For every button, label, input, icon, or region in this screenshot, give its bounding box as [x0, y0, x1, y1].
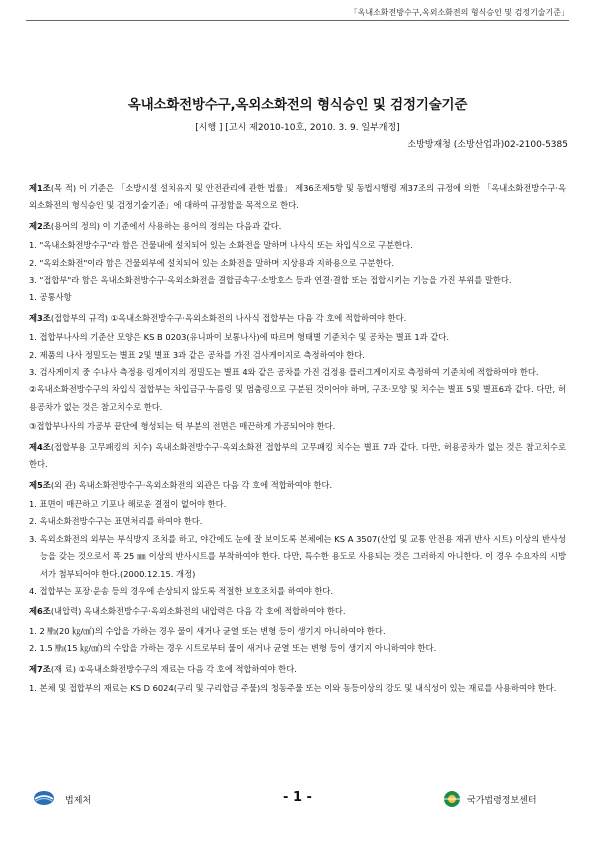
page-footer	[0, 788, 595, 818]
article-head: 제3조	[29, 312, 51, 323]
article-3	[29, 310, 566, 327]
law-center-logo-icon	[443, 790, 461, 808]
article-text: (목 적) 이 기준은 「소방시설 설치유지 및 안전관리에 관한 법률」 제36조제5항 및 동법시행령 제37조의 규정에 의한 「옥내소화전방수구·옥외소화전의 형식승인 및 검정기술기준」에 대하여 규정함을 목적으로 한다.	[29, 183, 566, 211]
article-head: 제2조	[29, 220, 51, 231]
paragraph-clause: ③접합부나사의 가공부 끝단에 형성되는 턱 부분의 전면은 매끈하게 가공되어야 한다.	[29, 421, 336, 432]
paragraph-clause: ②옥내소화전방수구의 차입식 접합부는 차입금구·누름링 및 멈춤링으로 구분된 것이어야 하며, 구조·모양 및 치수는 별표 5및 별표6과 같다. 다만, 허용공차가 없는 것은 참고치수로 한다.	[29, 384, 566, 412]
header-divider	[26, 20, 569, 21]
article-head: 제1조	[29, 183, 51, 193]
list-item: 1. "옥내소화전방수구"라 함은 건물내에 설치되어 있는 소화전을 말하며 나사식 또는 차입식으로 구분한다.	[29, 240, 413, 251]
article-2	[29, 218, 566, 235]
list-item: 2. 옥내소화전방수구는 표면처리를 하여야 한다.	[29, 516, 203, 527]
article-4	[29, 439, 566, 474]
article-head: 제7조	[29, 663, 51, 674]
document-title: 옥내소화전방수구,옥외소화전의 형식승인 및 검정기술기준	[127, 97, 468, 113]
list-item: 1. 표면이 매끈하고 기포나 해로운 결점이 없어야 한다.	[29, 498, 227, 509]
list-item: 1. 접합부나사의 기준산 모양은 KS B 0203(유니파이 보통나사)에 따르며 형태별 기준치수 및 공차는 별표 1과 같다.	[29, 332, 449, 343]
revision-info: [시행 ] [고시 제2010-10호, 2010. 3. 9. 일부개정]	[195, 123, 400, 133]
article-text: (내압력) 옥내소화전방수구·옥외소화전의 내압력은 다음 각 호에 적합하여야 한다.	[50, 606, 346, 617]
list-item: 1. 본체 및 접합부의 재료는 KS D 6024(구리 및 구리합금 주물)의 청동주물 또는 이와 동등이상의 강도 및 내식성이 있는 재료를 사용하여야 한다.	[29, 682, 557, 693]
article-text: (접합부의 규격) ①옥내소화전방수구·옥외소화전의 나사식 접합부는 다음 각 호에 적합하여야 한다.	[50, 312, 407, 323]
article-7	[29, 661, 566, 678]
article-1	[29, 180, 566, 215]
article-text: (용어의 정의) 이 기준에서 사용하는 용어의 정의는 다음과 같다.	[50, 220, 282, 231]
article-text: (접합부용 고무패킹의 치수) 옥내소화전방수구·옥외소화전 접합부의 고무패킹 치수는 별표 7과 같다. 다만, 허용공차가 없는 것은 참고치수로 한다.	[29, 441, 566, 470]
article-head: 제5조	[29, 479, 51, 490]
article-text: (재 료) ①옥내소화전방수구의 재료는 다음 각 호에 적합하여야 한다.	[50, 663, 297, 674]
page-number: - 1 -	[283, 790, 312, 805]
article-text: (외 관) 옥내소화전방수구·옥외소화전의 외관은 다음 각 호에 적합하여야 한다.	[50, 479, 333, 490]
running-header: 「옥내소화전방수구,옥외소화전의 형식승인 및 검정기술기준」	[349, 8, 569, 17]
list-item: 2. "옥외소화전"이라 함은 건물외부에 설치되어 있는 소화전을 말하며 지상용과 지하용으로 구분한다.	[29, 257, 395, 268]
footer-publisher: 법제처	[65, 796, 92, 806]
list-item: 3. 검사게이지 중 수나사 측정용 링게이지의 정밀도는 별표 4와 같은 공차를 가진 검정용 플러그게이지로 측정하여 기준치에 적합하여야 한다.	[29, 367, 539, 378]
list-item: 4. 접합부는 포장·운송 등의 경우에 손상되지 않도록 적절한 보호조치를 하여야 한다.	[29, 585, 334, 596]
footer-source: 국가법령정보센터	[467, 796, 537, 806]
article-head: 제6조	[29, 606, 51, 617]
department-contact: 소방방재청 (소방산업과)02-2100-5385	[407, 140, 568, 150]
article-head: 제4조	[29, 441, 51, 452]
list-item: 3. "접합부"라 함은 옥내소화전방수구·옥외소화전을 결합금속구·소방호스 등과 연결·결합 또는 접합시키는 기능을 가진 부위를 말한다.	[29, 275, 512, 286]
list-item: 2. 제품의 나사 정밀도는 별표 2및 별표 3과 같은 공차를 가진 검사게이지로 측정하여야 한다.	[29, 349, 365, 360]
list-item: 3. 옥외소화전의 외부는 부식방지 조치를 하고, 야간에도 눈에 잘 보이도록 본체에는 KS A 3507(산업 및 교통 안전용 재귀 반사 시트) 이상의 반사성능을 갖는 것으로서 폭 25 ㎜ 이상의 반사시트를 부착하여야 한다. 다만, 특수한 용도로 사용되는 것은 그러하지 아니한다. 이 경우 수요자의 시방서가 첨부되어야 한다.(2000.12.15. 개정)	[29, 533, 566, 579]
list-item: 1. 2 ㎫(20 ㎏/㎠)의 수압을 가하는 경우 물이 새거나 균열 또는 변형 등이 생기지 아니하여야 한다.	[29, 625, 386, 636]
list-item: 2. 1.5 ㎫(15 ㎏/㎠)의 수압을 가하는 경우 시트로부터 물이 새거나 균열 또는 변형 등이 생기지 아니하여야 한다.	[29, 643, 437, 654]
article-6	[29, 603, 566, 620]
list-item: 1. 공통사항	[29, 292, 72, 303]
document-body	[29, 177, 566, 697]
article-5	[29, 477, 566, 494]
